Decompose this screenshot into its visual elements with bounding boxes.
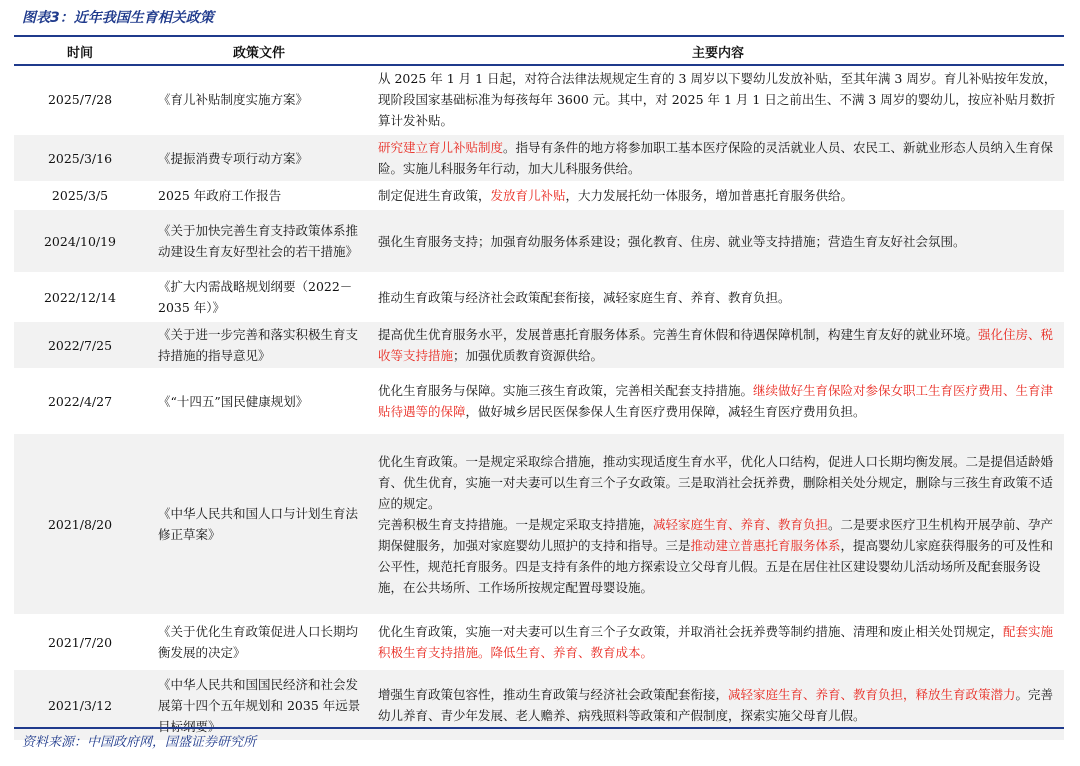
cell-main-content bbox=[372, 209, 1064, 273]
cell-date: 2024/10/19 bbox=[14, 209, 146, 273]
highlighted-text: 推动建立普惠托育服务体系 bbox=[690, 537, 841, 553]
table-row bbox=[14, 182, 1064, 209]
figure-title: 图表3：近年我国生育相关政策 bbox=[22, 10, 214, 26]
cell-main-content bbox=[372, 433, 1064, 615]
header-content: 主要内容 bbox=[372, 38, 1064, 65]
highlighted-text: 减轻家庭生育、养育、教育负担 bbox=[653, 516, 829, 532]
cell-policy-document: 《扩大内需战略规划纲要（2022－2035 年）》 bbox=[146, 273, 372, 321]
content-text: 增强生育政策包容性，推动生育政策与经济社会政策配套衔接， bbox=[378, 687, 729, 702]
content-text: ，提高婴幼儿家庭获得服务的可及性和公平性，规范托育服务。四是支持有条件的地方探索设立父母育儿假。五是在居住社区建设婴幼儿活动场所及配套服务设施，在公共场所、工作场所按规定配置母婴设施。 bbox=[378, 537, 1054, 595]
cell-main-content bbox=[372, 669, 1064, 741]
cell-main-content bbox=[372, 369, 1064, 433]
header-doc: 政策文件 bbox=[146, 38, 372, 65]
cell-policy-document: 2025 年政府工作报告 bbox=[146, 182, 372, 209]
content-text: 。二是要求医疗卫生机构开展孕前、孕产期保健服务，加强对家庭婴幼儿照护的支持和指导。三是 bbox=[378, 516, 1054, 553]
cell-main-content bbox=[372, 182, 1064, 209]
table-row bbox=[14, 321, 1064, 369]
highlighted-text: 发放育儿补贴 bbox=[490, 188, 566, 203]
cell-date: 2025/3/5 bbox=[14, 182, 146, 209]
content-text: 完善积极生育支持措施。一是规定采取支持措施， bbox=[378, 516, 654, 532]
cell-date: 2025/3/16 bbox=[14, 134, 146, 182]
cell-main-content bbox=[372, 321, 1064, 369]
header-date: 时间 bbox=[14, 38, 146, 65]
cell-date: 2021/8/20 bbox=[14, 433, 146, 615]
cell-policy-document: 《中华人民共和国国民经济和社会发展第十四个五年规划和 2035 年远景目标纲要》 bbox=[146, 669, 372, 741]
content-text: 推动生育政策与经济社会政策配套衔接，减轻家庭生育、养育、教育负担。 bbox=[378, 289, 791, 305]
cell-policy-document: 《关于进一步完善和落实积极生育支持措施的指导意见》 bbox=[146, 321, 372, 369]
cell-main-content bbox=[372, 615, 1064, 669]
table-row bbox=[14, 433, 1064, 615]
policy-table bbox=[14, 38, 1064, 742]
content-text: 优化生育政策，实施一对夫妻可以生育三个子女政策，并取消社会抚养费等制约措施、清理和废止相关处罚规定， bbox=[378, 624, 1004, 639]
cell-policy-document: 《中华人民共和国人口与计划生育法修正草案》 bbox=[146, 433, 372, 615]
cell-main-content bbox=[372, 273, 1064, 321]
cell-policy-document: 《育儿补贴制度实施方案》 bbox=[146, 65, 372, 134]
content-text: 从 2025 年 1 月 1 日起，对符合法律法规规定生育的 3 周岁以下婴幼儿发放补贴，至其年满 3 周岁。育儿补贴按年发放，现阶段国家基础标准为每孩每年 3600 元。其中，对 2025 年 1 月 1 日之前出生、不满 3 周岁的婴幼儿，按应补贴月数折算计发补贴。 bbox=[378, 71, 1057, 128]
highlighted-text: 研究建立育儿补贴制度 bbox=[378, 140, 504, 155]
content-text: 优化生育政策。一是规定采取综合措施，推动实现适度生育水平，优化人口结构，促进人口长期均衡发展。二是提倡适龄婚育、优生优育，实施一对夫妻可以生育三个子女政策。三是取消社会抚养费，删除相关处分规定，删除与三孩生育政策不适应的规定。 bbox=[378, 453, 1054, 511]
cell-date: 2021/3/12 bbox=[14, 669, 146, 741]
content-text: 优化生育服务与保障。实施三孩生育政策，完善相关配套支持措施。 bbox=[378, 383, 754, 398]
content-text: ；加强优质教育资源供给。 bbox=[453, 348, 604, 363]
cell-policy-document: 《“十四五”国民健康规划》 bbox=[146, 369, 372, 433]
source-note: 资料来源：中国政府网，国盛证券研究所 bbox=[22, 735, 257, 750]
highlighted-text: 减轻家庭生育、养育、教育负担，释放生育政策潜力 bbox=[728, 687, 1016, 702]
cell-main-content bbox=[372, 134, 1064, 182]
cell-policy-document: 《关于优化生育政策促进人口长期均衡发展的决定》 bbox=[146, 615, 372, 669]
cell-date: 2021/7/20 bbox=[14, 615, 146, 669]
cell-date: 2022/4/27 bbox=[14, 369, 146, 433]
content-text: 强化生育服务支持；加强育幼服务体系建设；强化教育、住房、就业等支持措施；营造生育友好社会氛围。 bbox=[378, 233, 966, 249]
cell-date: 2022/7/25 bbox=[14, 321, 146, 369]
table-row bbox=[14, 273, 1064, 321]
table-row bbox=[14, 65, 1064, 134]
highlighted-text: 配套实施积极生育支持措施。降低生育、养育、教育成本。 bbox=[378, 624, 1054, 660]
table-header-row bbox=[14, 38, 1064, 65]
content-text: 。完善幼儿养育、青少年发展、老人赡养、病残照料等政策和产假制度，探索实施父母育儿假。 bbox=[378, 687, 1054, 723]
cell-date: 2022/12/14 bbox=[14, 273, 146, 321]
table-row bbox=[14, 134, 1064, 182]
table-body bbox=[14, 65, 1064, 741]
cell-date: 2025/7/28 bbox=[14, 65, 146, 134]
content-text: 制定促进生育政策， bbox=[378, 188, 491, 203]
content-text: ，做好城乡居民医保参保人生育医疗费用保障，减轻生育医疗费用负担。 bbox=[465, 404, 866, 419]
content-text: ，大力发展托幼一体服务，增加普惠托育服务供给。 bbox=[565, 188, 854, 203]
content-text: 提高优生优育服务水平，发展普惠托育服务体系。完善生育休假和待遇保障机制，构建生育友好的就业环境。 bbox=[378, 327, 979, 342]
bottom-rule bbox=[14, 727, 1064, 729]
cell-main-content bbox=[372, 65, 1064, 134]
highlighted-text: 继续做好生育保险对参保女职工生育医疗费用、生育津贴待遇等的保障 bbox=[378, 383, 1054, 419]
table-row bbox=[14, 209, 1064, 273]
table-row bbox=[14, 369, 1064, 433]
top-rule bbox=[14, 35, 1064, 37]
highlighted-text: 强化住房、税收等支持措施 bbox=[378, 327, 1054, 363]
table-row bbox=[14, 615, 1064, 669]
cell-policy-document: 《提振消费专项行动方案》 bbox=[146, 134, 372, 182]
content-text: 。指导有条件的地方将参加职工基本医疗保险的灵活就业人员、农民工、新就业形态人员纳入生育保险。实施儿科服务年行动，加大儿科服务供给。 bbox=[378, 140, 1054, 176]
cell-policy-document: 《关于加快完善生育支持政策体系推动建设生育友好型社会的若干措施》 bbox=[146, 209, 372, 273]
